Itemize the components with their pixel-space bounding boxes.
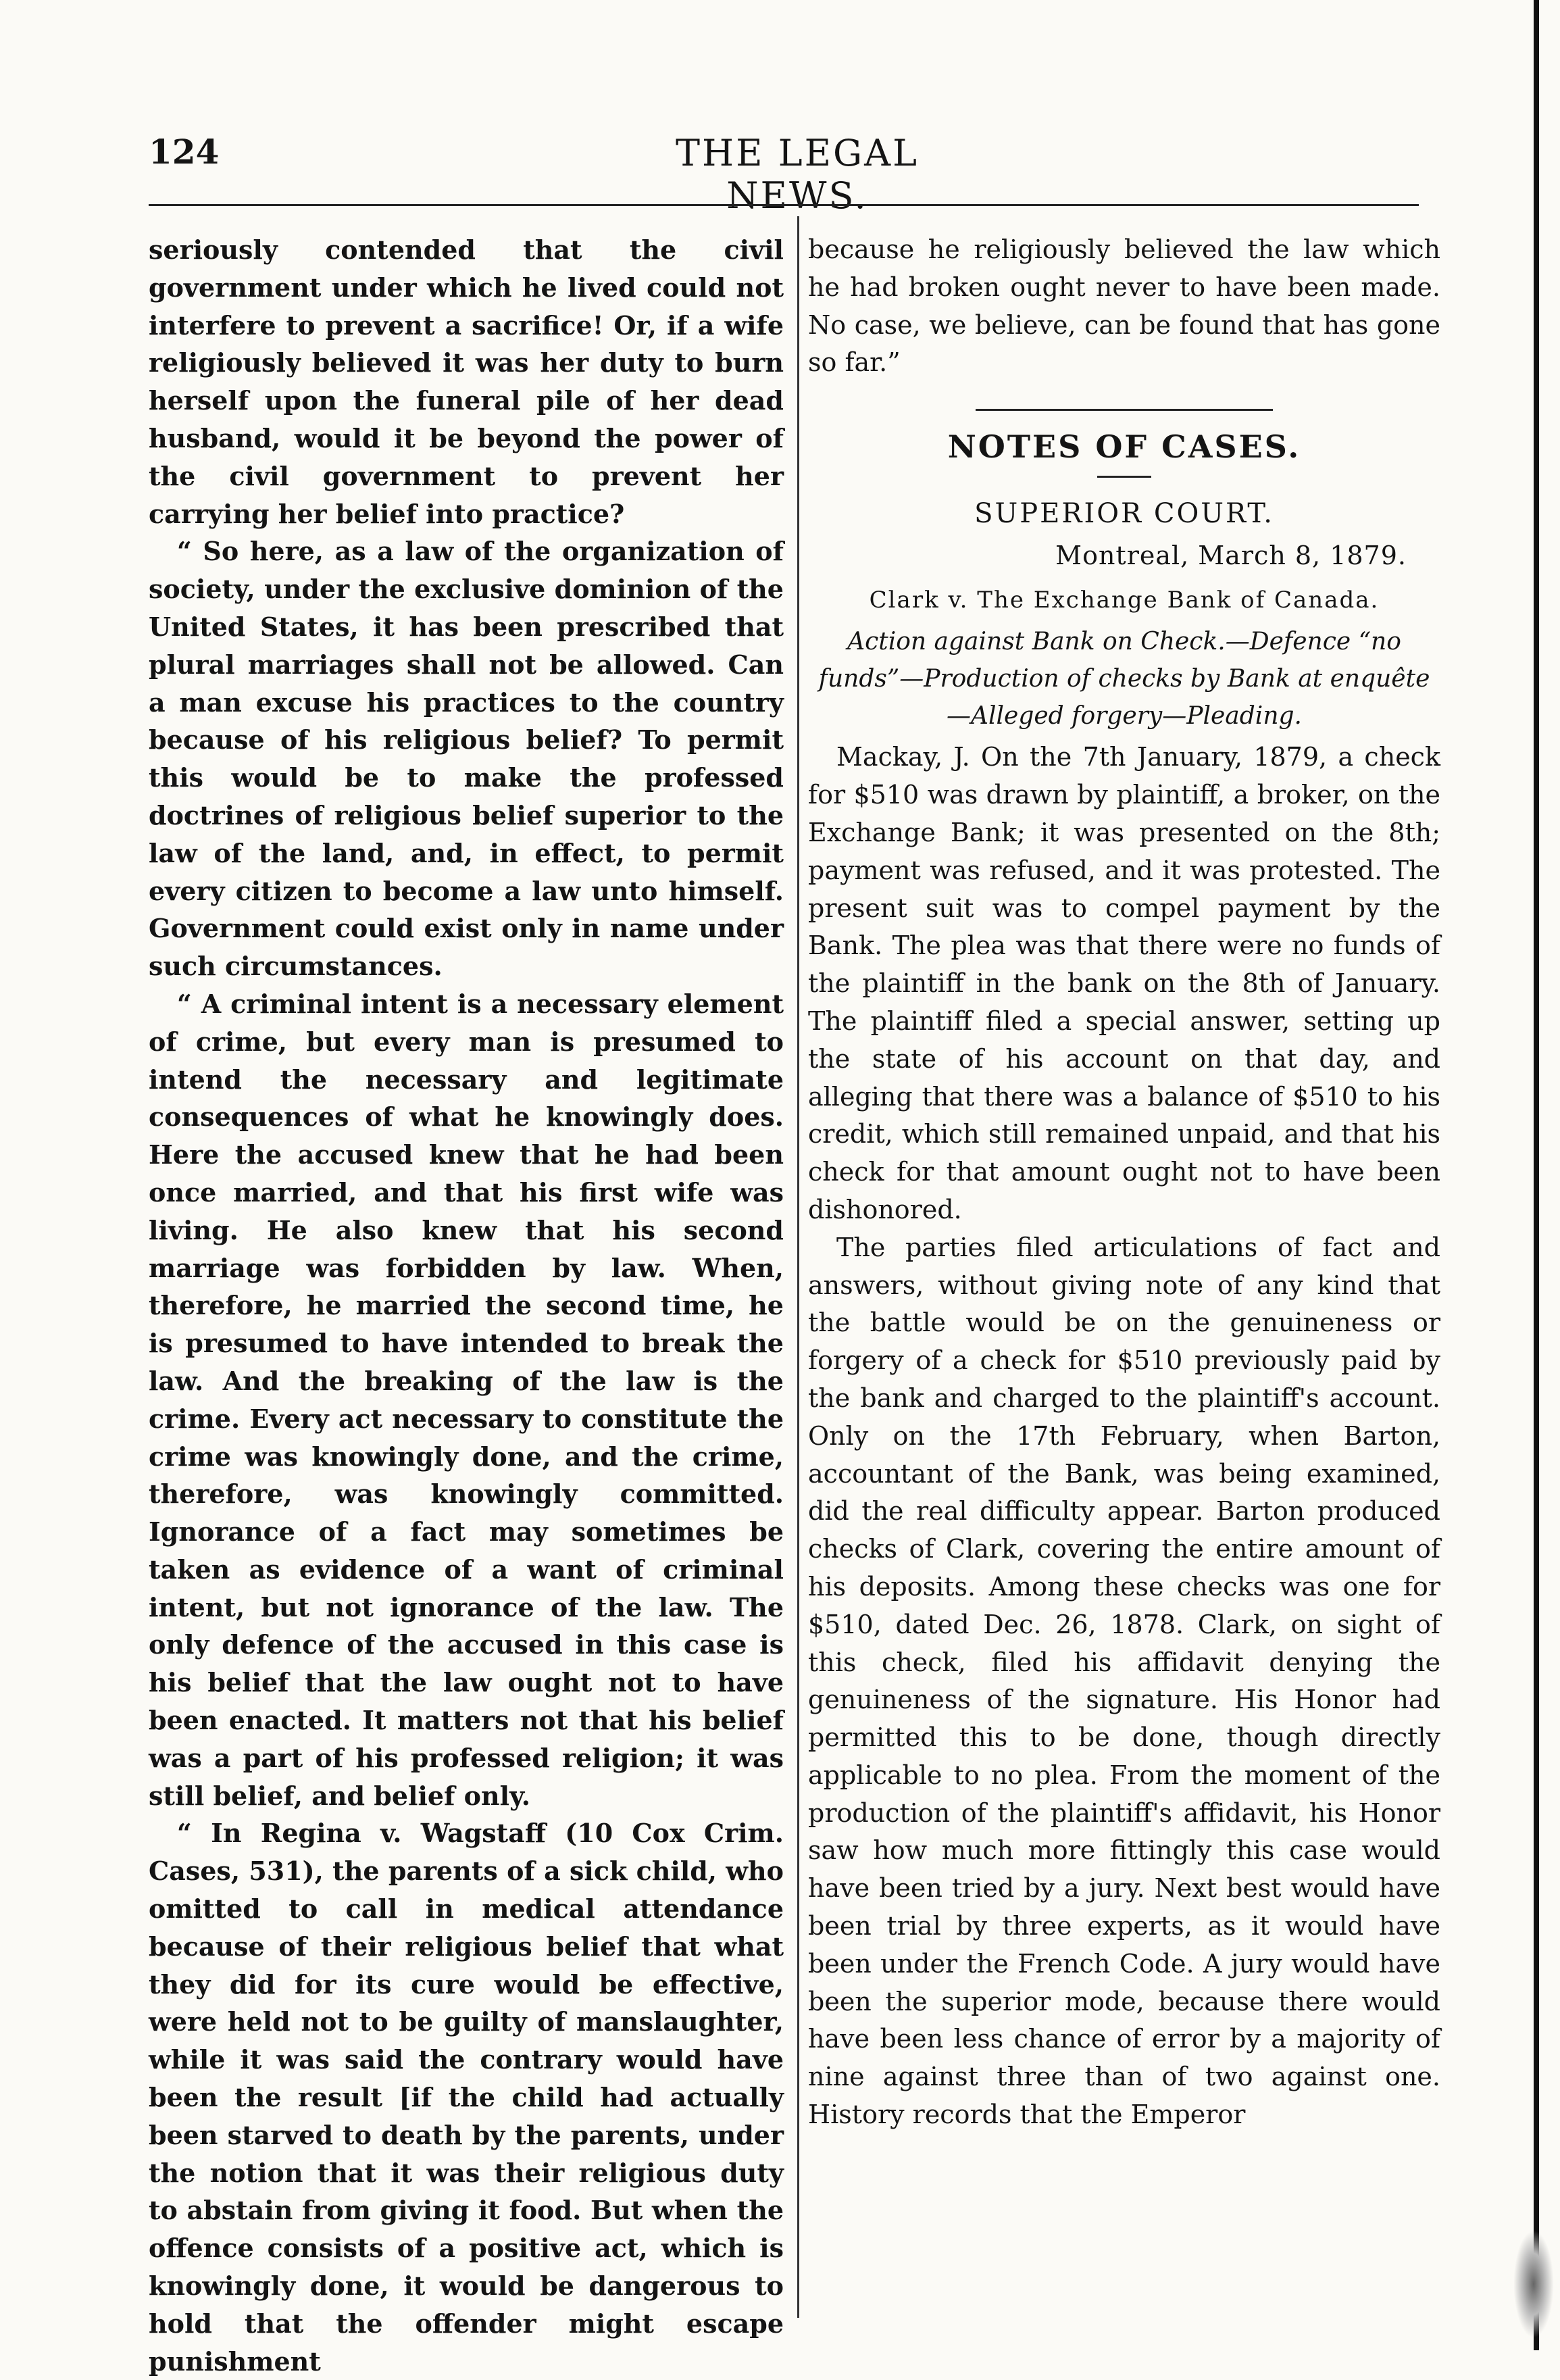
running-title: THE LEGAL NEWS. bbox=[676, 132, 919, 217]
right-paragraph-2: The parties filed articulations of fact and answers, without giving note of any kind that the battle would be on the genuineness or forgery of a check for $510 previously paid by the bank and charged to the plaintiff's account. Only on the 17th February, when Barton, accountant of the Bank, was being examined, did the real difficulty appear. Barton produced checks of Clark, covering the entire amount of his deposits. Among these checks was one for $510, dated Dec. 26, 1878. Clark, on sight of this check, filed his affidavit denying the genuineness of the signature. His Honor had permitted this to be done, though directly applicable to no plea. From the moment of the production of the plaintiff's affidavit, his Honor saw how much more fittingly this case would have been tried by a jury. Next best would have been trial by three experts, as it would have been under the French Code. A jury would have been the superior mode, because there would have been less chance of error by a majority of nine against three than of two against one. History records that the Emperor bbox=[808, 1232, 1440, 2130]
header-rule bbox=[149, 204, 1419, 206]
page-edge-wear bbox=[1513, 2230, 1554, 2338]
right-column bbox=[808, 231, 1440, 2134]
left-paragraph-2: “ So here, as a law of the organization of society, under the exclusive dominion of the United States, it has been prescribed that plural marriages shall not be allowed. Can a man excuse his practices to the country because of his religious belief? To permit this would be to make the professed doctrines of religious belief superior to the law of the land, and, in effect, to permit every citizen to become a law unto himself. Government could exist only in name under such circumstances. bbox=[149, 536, 784, 982]
left-column bbox=[149, 231, 784, 2380]
page-edge-shadow bbox=[1534, 0, 1539, 2350]
left-paragraph-1: seriously contended that the civil government under which he lived could not interfere to prevent a sacrifice! Or, if a wife religiously believed it was her duty to burn herself upon the funeral pile of her dead husband, would it be beyond the power of the civil government to prevent her carrying her belief into practice? bbox=[149, 234, 784, 529]
left-paragraph-3: “ A criminal intent is a necessary element of crime, but every man is presumed to intend the necessary and legitimate consequences of what he knowingly does. Here the accused knew that he had been once married, and that his first wife was living. He also knew that his second marriage was forbidden by law. When, therefore, he married the second time, he is presumed to have intended to break the law. And the breaking of the law is the crime. Every act necessary to constitute the crime was knowingly done, and the crime, therefore, was knowingly committed. Ignorance of a fact may sometimes be taken as evidence of a want of criminal intent, but not ignorance of the law. The only defence of the accused in this case is his belief that the law ought not to have been enacted. It matters not that his belief was a part of his professed religion; it was still belief, and belief only. bbox=[149, 988, 784, 1811]
right-opening-paragraph: because he religiously believed the law which he had broken ought never to have been made. No case, we believe, can be found that has gone so far.” bbox=[808, 234, 1440, 378]
page-number: 124 bbox=[149, 132, 220, 172]
page-header bbox=[149, 128, 1419, 217]
column-divider bbox=[797, 216, 799, 2318]
title-underline-rule bbox=[1097, 476, 1151, 478]
court-heading: SUPERIOR COURT. bbox=[974, 497, 1274, 529]
section-separator-rule bbox=[976, 409, 1273, 411]
section-title: NOTES OF CASES. bbox=[947, 428, 1301, 466]
case-headnote: Action against Bank on Check.—Defence “no funds”—Production of checks by Bank at enquête—Alleged forgery—Pleading. bbox=[818, 628, 1430, 730]
right-paragraph-1: Mackay, J. On the 7th January, 1879, a check for $510 was drawn by plaintiff, a broker, on the Exchange Bank; it was presented on the 8th; payment was refused, and it was protested. The present suit was to compel payment by the Bank. The plea was that there were no funds of the plaintiff in the bank on the 8th of January. The plaintiff filed a special answer, setting up the state of his account on that day, and alleging that there was a balance of $510 to his credit, which still remained unpaid, and that his check for that amount ought not to have been dishonored. bbox=[808, 742, 1440, 1224]
left-paragraph-4: “ In Regina v. Wagstaff (10 Cox Crim. Cases, 531), the parents of a sick child, who omitted to call in medical attendance because of their religious belief that what they did for its cure would be effective, were held not to be guilty of manslaughter, while it was said the contrary would have been the result [if the child had actually been starved to death by the parents, under the notion that it was their religious duty to abstain from giving it food. But when the offence consists of a positive act, which is knowingly done, it would be dangerous to hold that the offender might escape punishment bbox=[149, 1818, 784, 2377]
case-dateline: Montreal, March 8, 1879. bbox=[1055, 540, 1407, 570]
case-name: Clark v. The Exchange Bank of Canada. bbox=[869, 586, 1380, 614]
